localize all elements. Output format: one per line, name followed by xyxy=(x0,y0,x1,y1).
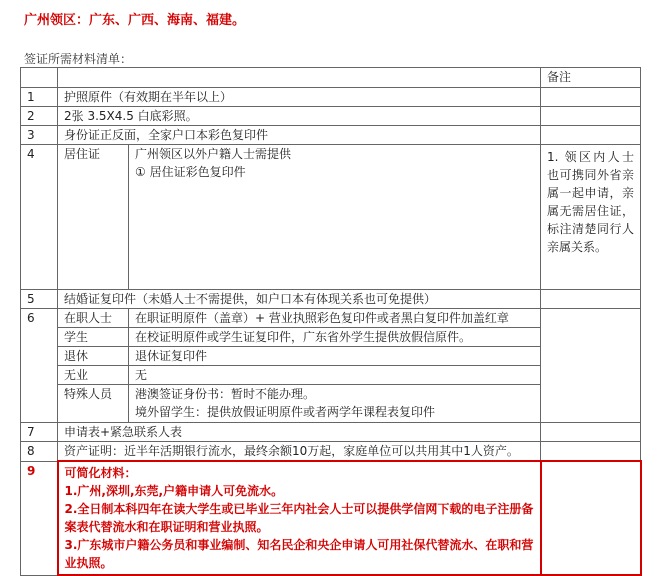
row-text: 资产证明：近半年活期银行流水，最终余额10万起，家庭单位可以共用其中1人资产。 xyxy=(58,442,541,462)
row-text-line: ① 居住证彩色复印件 xyxy=(135,165,246,179)
table-row xyxy=(21,442,641,462)
row-text: 在职证明原件（盖章）+ 营业执照彩色复印件或者黑白复印件加盖红章 xyxy=(129,309,541,328)
note-cell xyxy=(541,309,641,423)
row-label: 特殊人员 xyxy=(58,385,129,423)
row-text-line: 境外留学生：提供放假证明原件或者两学年课程表复印件 xyxy=(135,405,436,419)
row-text xyxy=(129,385,541,423)
header-empty-cell xyxy=(58,68,541,88)
checklist-subtitle: 签证所需材料清单： xyxy=(24,52,133,66)
row-text: 2张 3.5X4.5 白底彩照。 xyxy=(58,107,541,126)
note-cell xyxy=(541,423,641,442)
row-number: 4 xyxy=(21,145,58,290)
row-label: 无业 xyxy=(58,366,129,385)
table-header-row xyxy=(21,68,641,88)
simplified-title: 可简化材料： xyxy=(64,466,137,480)
row-text: 退休证复印件 xyxy=(129,347,541,366)
note-text: 1. 领区内人士也可携同外省亲属一起申请，亲属无需居住证，标注清楚同行人亲属关系。 xyxy=(547,150,634,254)
simplified-item: 2.全日制本科四年在读大学生或已毕业三年内社会人士可以提供学信网下载的电子注册备案表代替流水和在职证明和营业执照。 xyxy=(64,502,534,534)
row-text-line: 广州领区以外户籍人士需提供 xyxy=(135,147,292,161)
table-row xyxy=(21,423,641,442)
row-label: 退休 xyxy=(58,347,129,366)
table-row xyxy=(21,309,641,328)
materials-table xyxy=(20,67,642,576)
table-row xyxy=(21,461,641,575)
simplified-item: 3.广东城市户籍公务员和事业编制、知名民企和央企申请人可用社保代替流水、在职和营业执照。 xyxy=(64,538,534,570)
table-row xyxy=(21,145,641,290)
table-row xyxy=(21,126,641,145)
row-label: 学生 xyxy=(58,328,129,347)
header-note: 备注 xyxy=(541,68,641,88)
row-number: 2 xyxy=(21,107,58,126)
row-number: 5 xyxy=(21,290,58,309)
row-text: 护照原件（有效期在半年以上） xyxy=(58,88,541,107)
note-cell xyxy=(541,88,641,107)
row-text: 申请表+紧急联系人表 xyxy=(58,423,541,442)
row-number: 6 xyxy=(21,309,58,423)
region-title: 广州领区：广东、广西、海南、福建。 xyxy=(24,13,246,28)
row-label: 居住证 xyxy=(58,145,129,290)
row-number: 3 xyxy=(21,126,58,145)
row-number: 7 xyxy=(21,423,58,442)
header-empty-cell xyxy=(21,68,58,88)
row-text: 身份证正反面，全家户口本彩色复印件 xyxy=(58,126,541,145)
table-row xyxy=(21,107,641,126)
row-number: 8 xyxy=(21,442,58,462)
row-text: 在校证明原件或学生证复印件，广东省外学生提供放假信原件。 xyxy=(129,328,541,347)
table-row xyxy=(21,290,641,309)
row-text xyxy=(129,145,541,290)
row-number: 9 xyxy=(21,461,58,575)
note-cell xyxy=(541,126,641,145)
simplified-item: 1.广州,深圳,东莞,户籍申请人可免流水。 xyxy=(64,484,284,498)
row-text-line: 港澳签证身份书：暂时不能办理。 xyxy=(135,387,316,401)
simplified-materials-cell xyxy=(58,461,541,575)
row-text: 结婚证复印件（未婚人士不需提供，如户口本有体现关系也可免提供） xyxy=(58,290,541,309)
note-cell xyxy=(541,290,641,309)
table-row xyxy=(21,88,641,107)
note-cell xyxy=(541,461,641,575)
row-text: 无 xyxy=(129,366,541,385)
row-number: 1 xyxy=(21,88,58,107)
note-cell xyxy=(541,442,641,462)
row-label: 在职人士 xyxy=(58,309,129,328)
note-cell xyxy=(541,145,641,290)
note-cell xyxy=(541,107,641,126)
